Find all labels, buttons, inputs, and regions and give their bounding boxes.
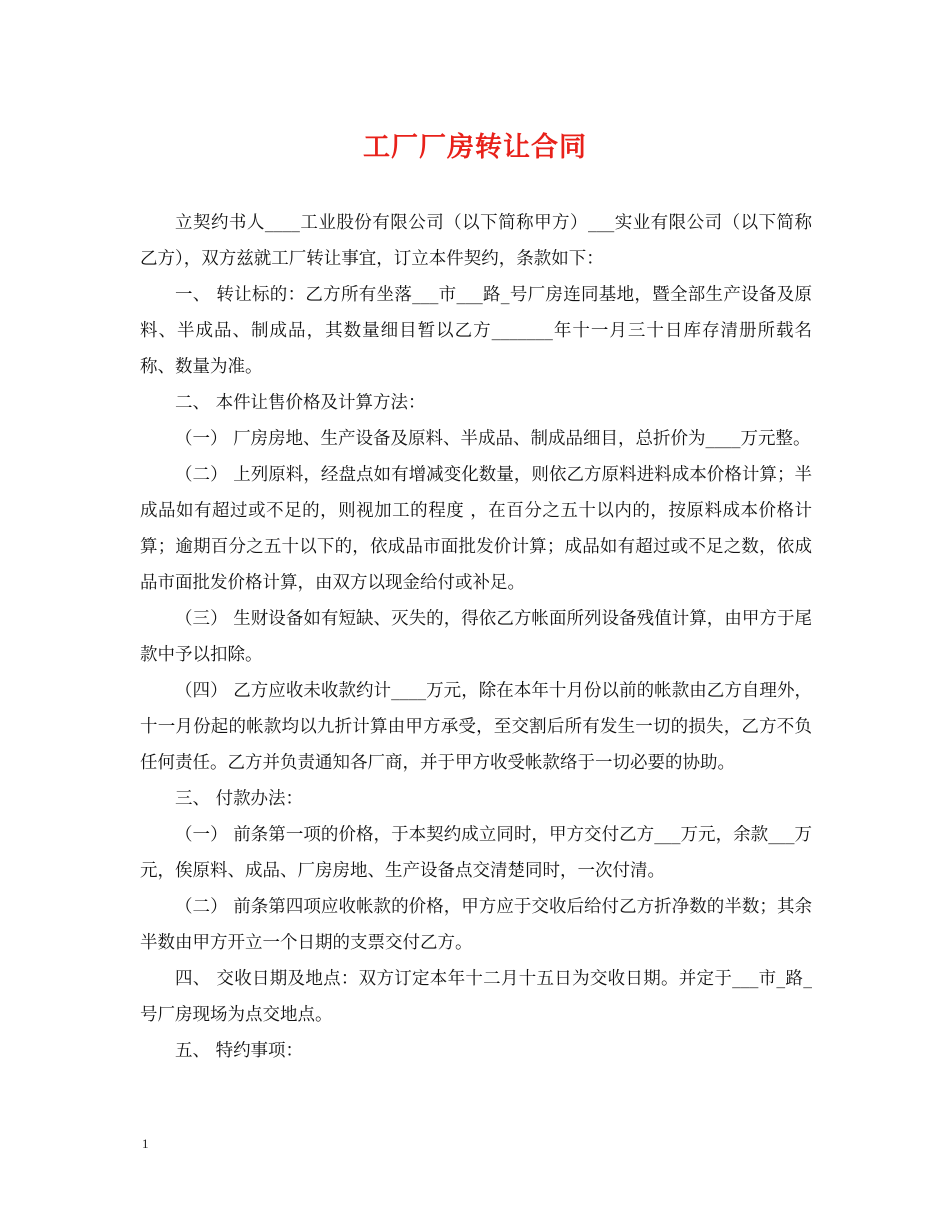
contract-body bbox=[140, 205, 812, 1069]
page-number: 1 bbox=[142, 1136, 149, 1151]
clause-4-paragraph: 四、 交收日期及地点：双方订定本年十二月十五日为交收日期。并定于___市_路_号厂房现场为点交地点。 bbox=[140, 969, 812, 1025]
clause-3-heading: 三、 付款办法： bbox=[175, 789, 304, 809]
clause-2-item-4: （四） 乙方应收未收款约计____万元，除在本年十月份以前的帐款由乙方自理外，十一月份起的帐款均以九折计算由甲方承受，至交割后所有发生一切的损失，乙方不负任何责任。乙方并负责通知各厂商，并于甲方收受帐款络于一切必要的协助。 bbox=[140, 681, 812, 773]
clause-2-heading: 二、 本件让售价格及计算方法： bbox=[175, 393, 426, 413]
clause-3-item-1: （一） 前条第一项的价格，于本契约成立同时，甲方交付乙方___万元，余款___万元，俟原料、成品、厂房房地、生产设备点交清楚同时，一次付清。 bbox=[140, 825, 812, 881]
clause-2-item-1: （一） 厂房房地、生产设备及原料、半成品、制成品细目，总折价为____万元整。 bbox=[175, 429, 811, 449]
clause-2-item-3: （三） 生财设备如有短缺、灭失的，得依乙方帐面所列设备残值计算，由甲方于尾款中予以扣除。 bbox=[140, 609, 812, 665]
document-title: 工厂厂房转让合同 bbox=[363, 132, 587, 163]
clause-3-item-2: （二） 前条第四项应收帐款的价格，甲方应于交收后给付乙方折净数的半数；其余半数由甲方开立一个日期的支票交付乙方。 bbox=[140, 897, 812, 953]
clause-2-item-2: （二） 上列原料，经盘点如有增减变化数量，则依乙方原料进料成本价格计算；半成品如有超过或不足的，则视加工的程度 ，在百分之五十以内的，按原料成本价格计算；逾期百分之五十以下的，依成品市面批发价计算；成品如有超过或不足之数，依成品市面批发价格计算，由双方以现金给付或补足。 bbox=[140, 465, 812, 593]
intro-paragraph: 立契约书人____工业股份有限公司（以下简称甲方）___实业有限公司（以下简称乙方），双方兹就工厂转让事宜，订立本件契约，条款如下： bbox=[140, 213, 812, 269]
clause-1-paragraph: 一、 转让标的：乙方所有坐落___市___路_号厂房连同基地，暨全部生产设备及原料、半成品、制成品，其数量细目暂以乙方_______年十一月三十日库存清册所载名称、数量为准。 bbox=[140, 285, 812, 377]
clause-5-heading: 五、 特约事项： bbox=[175, 1041, 304, 1061]
